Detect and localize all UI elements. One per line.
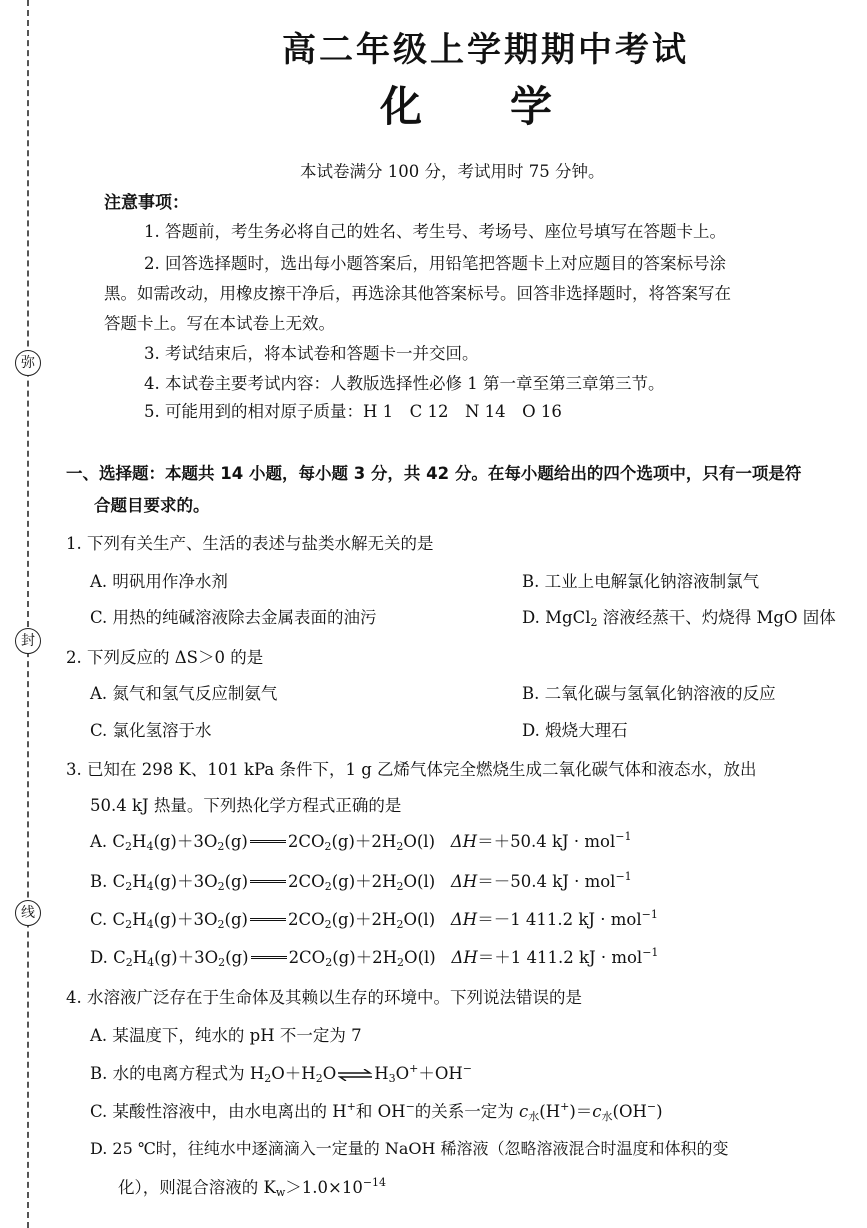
subject-char-2: 学 [510, 82, 553, 131]
note-4: 4. 本试卷主要考试内容：人教版选择性必修 1 第一章至第三章第三节。 [144, 374, 665, 393]
q3-option-c: C. $C_2H_4(g)+3O_2(g)$ $2CO_2(g)+2H_2O(l)$ ΔH＝－1 411.2 kJ · mol$^{-1}$ [90, 908, 658, 931]
q2-option-a: A. 氮气和氢气反应制氨气 [90, 684, 278, 703]
q4-option-d: D. 25 ℃时，往纯水中逐滴滴入一定量的 NaOH 稀溶液（忽略溶液混合时温度和体积的变 [90, 1139, 729, 1158]
binding-dashed-line [27, 0, 29, 1228]
q4-stem: 4. 水溶液广泛存在于生命体及其赖以生存的环境中。下列说法错误的是 [66, 988, 582, 1007]
q3-option-b: B. $C_2H_4(g)+3O_2(g)$ $2CO_2(g)+2H_2O(l)$ ΔH＝－50.4 kJ · mol$^{-1}$ [90, 870, 632, 893]
note-1: 1. 答题前，考生务必将自己的姓名、考生号、考场号、座位号填写在答题卡上。 [144, 222, 726, 241]
q2-stem: 2. 下列反应的 ΔS＞0 的是 [66, 648, 264, 667]
q1-option-a: A. 明矾用作净水剂 [90, 572, 228, 591]
q3-option-a: A. $C_2H_4(g)+3O_2(g)$ $2CO_2(g)+2H_2O(l)$ ΔH＝＋50.4 kJ · mol$^{-1}$ [90, 830, 632, 853]
exam-title: 高二年级上学期期中考试 [282, 30, 689, 70]
q4-option-a: A. 某温度下，纯水的 pH 不一定为 7 [90, 1026, 362, 1045]
note-5: 5. 可能用到的相对原子质量：H 1 C 12 N 14 O 16 [144, 402, 562, 421]
notes-heading: 注意事项： [104, 193, 189, 213]
q1-option-d: D. MgCl$_2$ 溶液经蒸干、灼烧得 MgO 固体 [522, 608, 836, 629]
binding-mark-xian: 线 [15, 900, 41, 926]
q1-option-c: C. 用热的纯碱溶液除去金属表面的油污 [90, 608, 377, 627]
q1-stem: 1. 下列有关生产、生活的表述与盐类水解无关的是 [66, 534, 434, 553]
q4-option-d-cont: 化），则混合溶液的 $K_w>1.0\times 10^{-14}$ [118, 1176, 387, 1199]
q4-option-b: B. 水的电离方程式为 $H_2O+H_2O$ $H_3O^++OH^-$ [90, 1062, 472, 1085]
q2-option-b: B. 二氧化碳与氢氧化钠溶液的反应 [522, 684, 776, 703]
score-time-line: 本试卷满分 100 分，考试用时 75 分钟。 [300, 162, 605, 181]
binding-mark-mi: 弥 [15, 350, 41, 376]
binding-mark-feng: 封 [15, 628, 41, 654]
note-2-cont-1: 黑。如需改动，用橡皮擦干净后，再选涂其他答案标号。回答非选择题时，将答案写在 [104, 284, 731, 303]
section-heading-cont: 合题目要求的。 [94, 496, 210, 515]
q2-option-c: C. 氯化氢溶于水 [90, 721, 212, 740]
subject-char-1: 化 [380, 82, 423, 131]
q2-option-d: D. 煅烧大理石 [522, 721, 628, 740]
q3-option-d: D. $C_2H_4(g)+3O_2(g)$ $2CO_2(g)+2H_2O(l)$ ΔH＝＋1 411.2 kJ · mol$^{-1}$ [90, 946, 659, 969]
q1-option-b: B. 工业上电解氯化钠溶液制氯气 [522, 572, 760, 591]
q3-stem-1: 3. 已知在 298 K、101 kPa 条件下，1 g 乙烯气体完全燃烧生成二氧化碳气体和液态水，放出 [66, 760, 757, 779]
note-3: 3. 考试结束后，将本试卷和答题卡一并交回。 [144, 344, 479, 363]
q3-stem-2: 50.4 kJ 热量。下列热化学方程式正确的是 [90, 796, 402, 815]
note-2-cont-2: 答题卡上。写在本试卷上无效。 [104, 314, 335, 333]
binding-strip [0, 0, 44, 1228]
equilibrium-arrow-icon [338, 1069, 372, 1081]
q4-option-c: C. 某酸性溶液中，由水电离出的 H+和 OH−的关系一定为 $c_水(H^+)=c_水(OH^-)$ [90, 1100, 663, 1123]
section-heading: 一、选择题：本题共 14 小题，每小题 3 分，共 42 分。在每小题给出的四个选项中，只有一项是符 [66, 464, 802, 483]
note-2: 2. 回答选择题时，选出每小题答案后，用铅笔把答题卡上对应题目的答案标号涂 [144, 254, 726, 273]
